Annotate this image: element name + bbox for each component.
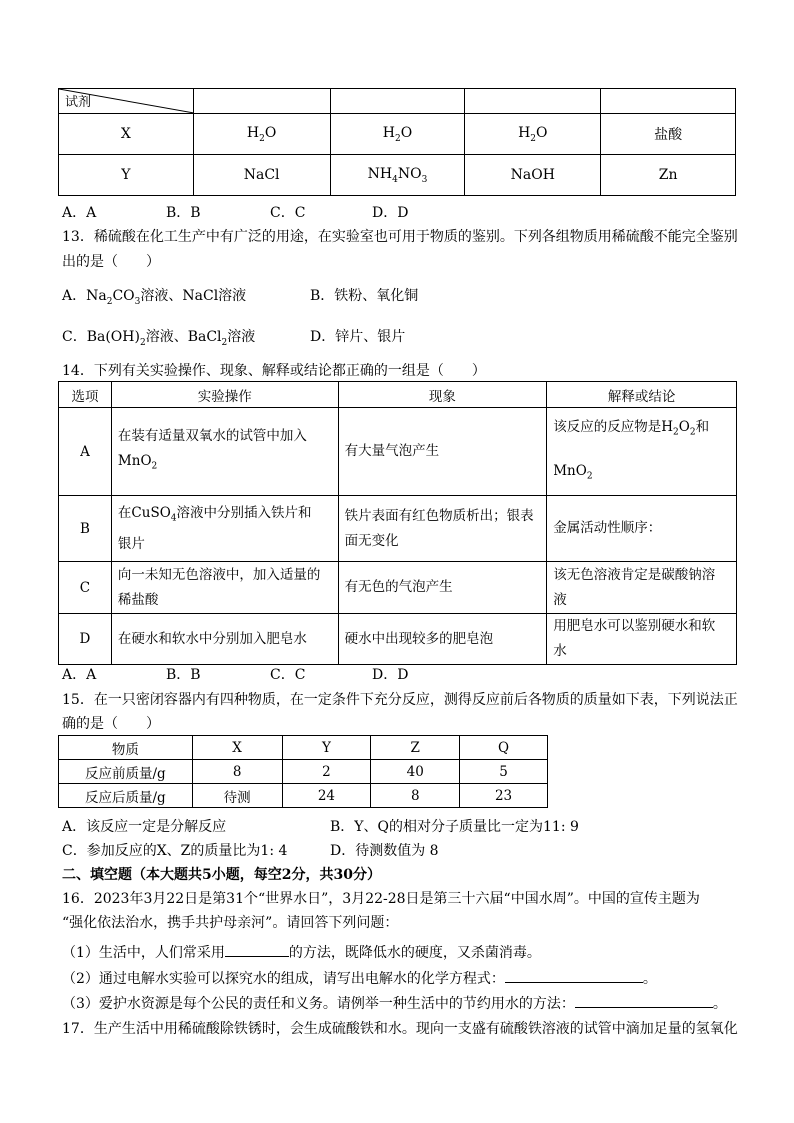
- q15-option-b: B．Y、Q的相对分子质量比一定为11: 9: [330, 819, 579, 835]
- q16-sub3-text: （3）爱护水资源是每个公民的责任和义务。请例举一种生活中的节约用水的方法：: [62, 996, 575, 1012]
- row-b-conclusion: 金属活动性顺序：: [547, 496, 737, 562]
- q16-sub2-blank[interactable]: [505, 968, 643, 983]
- mass-after-x: 待测: [192, 784, 282, 808]
- q13-option-a: A．$Na_2CO_3$溶液、NaCl溶液: [62, 288, 247, 307]
- q16-line2: “强化依法治水，携手共护母亲河”。请回答下列问题：: [62, 915, 399, 931]
- mass-header-z: Z: [371, 736, 460, 760]
- mass-before-label: 反应前质量/g: [59, 760, 193, 784]
- q16-sub1: [62, 942, 541, 962]
- corner-header-cell: [59, 89, 194, 114]
- row-d-operation: 在硬水和软水中分别加入肥皂水: [111, 614, 338, 665]
- mass-after-label: 反应后质量/g: [59, 784, 193, 808]
- mass-before-z: 40: [371, 760, 460, 784]
- row-c-phenomenon: 有无色的气泡产生: [338, 562, 547, 614]
- q14-option-d: D．D: [372, 667, 409, 683]
- row-a-option: A: [59, 408, 112, 496]
- row-b-option: B: [59, 496, 112, 562]
- row-a-conclusion: 该反应的反应物是$H_2O_2$和 MnO$_2$: [547, 408, 737, 496]
- experiment-table: [58, 381, 737, 665]
- q13-option-c: C．$Ba(OH)_2$溶液、BaCl$_2$溶液: [62, 329, 256, 348]
- q16-sub2-period: 。: [642, 971, 657, 987]
- mass-after-y: 24: [282, 784, 371, 808]
- row-c-conclusion: 该无色溶液肯定是碳酸钠溶 液: [547, 562, 737, 614]
- row-d-option: D: [59, 614, 112, 665]
- q12-option-d: D．D: [372, 205, 409, 221]
- header-conclusion: 解释或结论: [547, 382, 737, 408]
- q16-sub3-period: 。: [712, 996, 727, 1012]
- q14-stem: 14．下列有关实验操作、现象、解释或结论都正确的一组是（ ）: [62, 363, 486, 379]
- corner-label: 试剂: [65, 95, 92, 110]
- q15-stem-line1: 15．在一只密闭容器内有四种物质，在一定条件下充分反应，测得反应前后各物质的质量如下表，下列说法正: [62, 692, 738, 708]
- q12-option-c: C．C: [270, 205, 306, 221]
- q16-sub1-pre: （1）生活中，人们常采用: [62, 945, 225, 961]
- row-label-x: X: [59, 114, 194, 155]
- mass-after-q: 23: [460, 784, 548, 808]
- cell-x-2: $H_2O$: [330, 114, 465, 155]
- mass-header-q: Q: [460, 736, 548, 760]
- q15-stem-line2: 确的是（ ）: [62, 716, 160, 732]
- reagent-table: [58, 88, 736, 196]
- cell-x-3: $H_2O$: [465, 114, 601, 155]
- q17-line1: 17．生产生活中用稀硫酸除铁锈时，会生成硫酸铁和水。现向一支盛有硫酸铁溶液的试管中滴加足量的氢氧化: [62, 1021, 738, 1037]
- q16-sub1-blank[interactable]: [225, 942, 289, 957]
- q16-sub1-post: 的方法，既降低水的硬度，又杀菌消毒。: [288, 945, 541, 961]
- mass-before-y: 2: [282, 760, 371, 784]
- q16-sub3-blank[interactable]: [575, 993, 713, 1008]
- header-operation: 实验操作: [111, 382, 338, 408]
- mass-header-substance: 物质: [59, 736, 193, 760]
- q15-option-c: C．参加反应的X、Z的质量比为1: 4: [62, 843, 288, 859]
- cell-y-2: $NH_4NO_3$: [330, 155, 465, 196]
- q13-option-b: B．铁粉、氧化铜: [310, 288, 419, 304]
- cell-y-3: NaOH: [465, 155, 601, 196]
- cell-x-4: 盐酸: [601, 114, 736, 155]
- row-a-operation: 在装有适量双氧水的试管中加入 MnO$_2$: [111, 408, 338, 496]
- header-phenomenon: 现象: [338, 382, 547, 408]
- q16-sub2: [62, 968, 657, 988]
- mass-after-z: 8: [371, 784, 460, 808]
- row-d-conclusion: 用肥皂水可以鉴别硬水和软 水: [547, 614, 737, 665]
- cell-y-4: Zn: [601, 155, 736, 196]
- mass-table: [58, 735, 548, 808]
- q14-option-b: B．B: [166, 667, 201, 683]
- section2-title: 二、填空题（本大题共5小题，每空2分，共30分）: [62, 867, 381, 883]
- row-b-operation: 在CuSO$_4$溶液中分别插入铁片和 银片: [111, 496, 338, 562]
- cell-y-1: NaCl: [193, 155, 330, 196]
- header-option: 选项: [59, 382, 112, 408]
- q14-option-c: C．C: [270, 667, 306, 683]
- q16-line1: 16．2023年3月22日是第31个“世界水日”，3月22-28日是第三十六届“中国水周”。中国的宣传主题为: [62, 891, 700, 907]
- row-c-operation: 向一未知无色溶液中，加入适量的 稀盐酸: [111, 562, 338, 614]
- q13-option-d: D．锌片、银片: [310, 329, 406, 345]
- q15-option-a: A．该反应一定是分解反应: [62, 819, 227, 835]
- q13-stem-line1: 13．稀硫酸在化工生产中有广泛的用途，在实验室也可用于物质的鉴别。下列各组物质用稀硫酸不能完全鉴别: [62, 229, 738, 245]
- q16-sub3: [62, 993, 727, 1013]
- mass-header-x: X: [192, 736, 282, 760]
- q12-option-b: B．B: [166, 205, 201, 221]
- q12-option-a: A．A: [62, 205, 97, 221]
- mass-header-y: Y: [282, 736, 371, 760]
- row-label-y: Y: [59, 155, 194, 196]
- mass-before-q: 5: [460, 760, 548, 784]
- row-d-phenomenon: 硬水中出现较多的肥皂泡: [338, 614, 547, 665]
- q15-option-d: D．待测数值为 8: [330, 843, 439, 859]
- cell-x-1: $H_2O$: [193, 114, 330, 155]
- row-c-option: C: [59, 562, 112, 614]
- q16-sub2-text: （2）通过电解水实验可以探究水的组成，请写出电解水的化学方程式：: [62, 971, 505, 987]
- row-b-phenomenon: 铁片表面有红色物质析出；银表 面无变化: [338, 496, 547, 562]
- q13-stem-line2: 出的是（ ）: [62, 254, 160, 270]
- row-a-phenomenon: 有大量气泡产生: [338, 408, 547, 496]
- q14-option-a: A．A: [62, 667, 97, 683]
- mass-before-x: 8: [192, 760, 282, 784]
